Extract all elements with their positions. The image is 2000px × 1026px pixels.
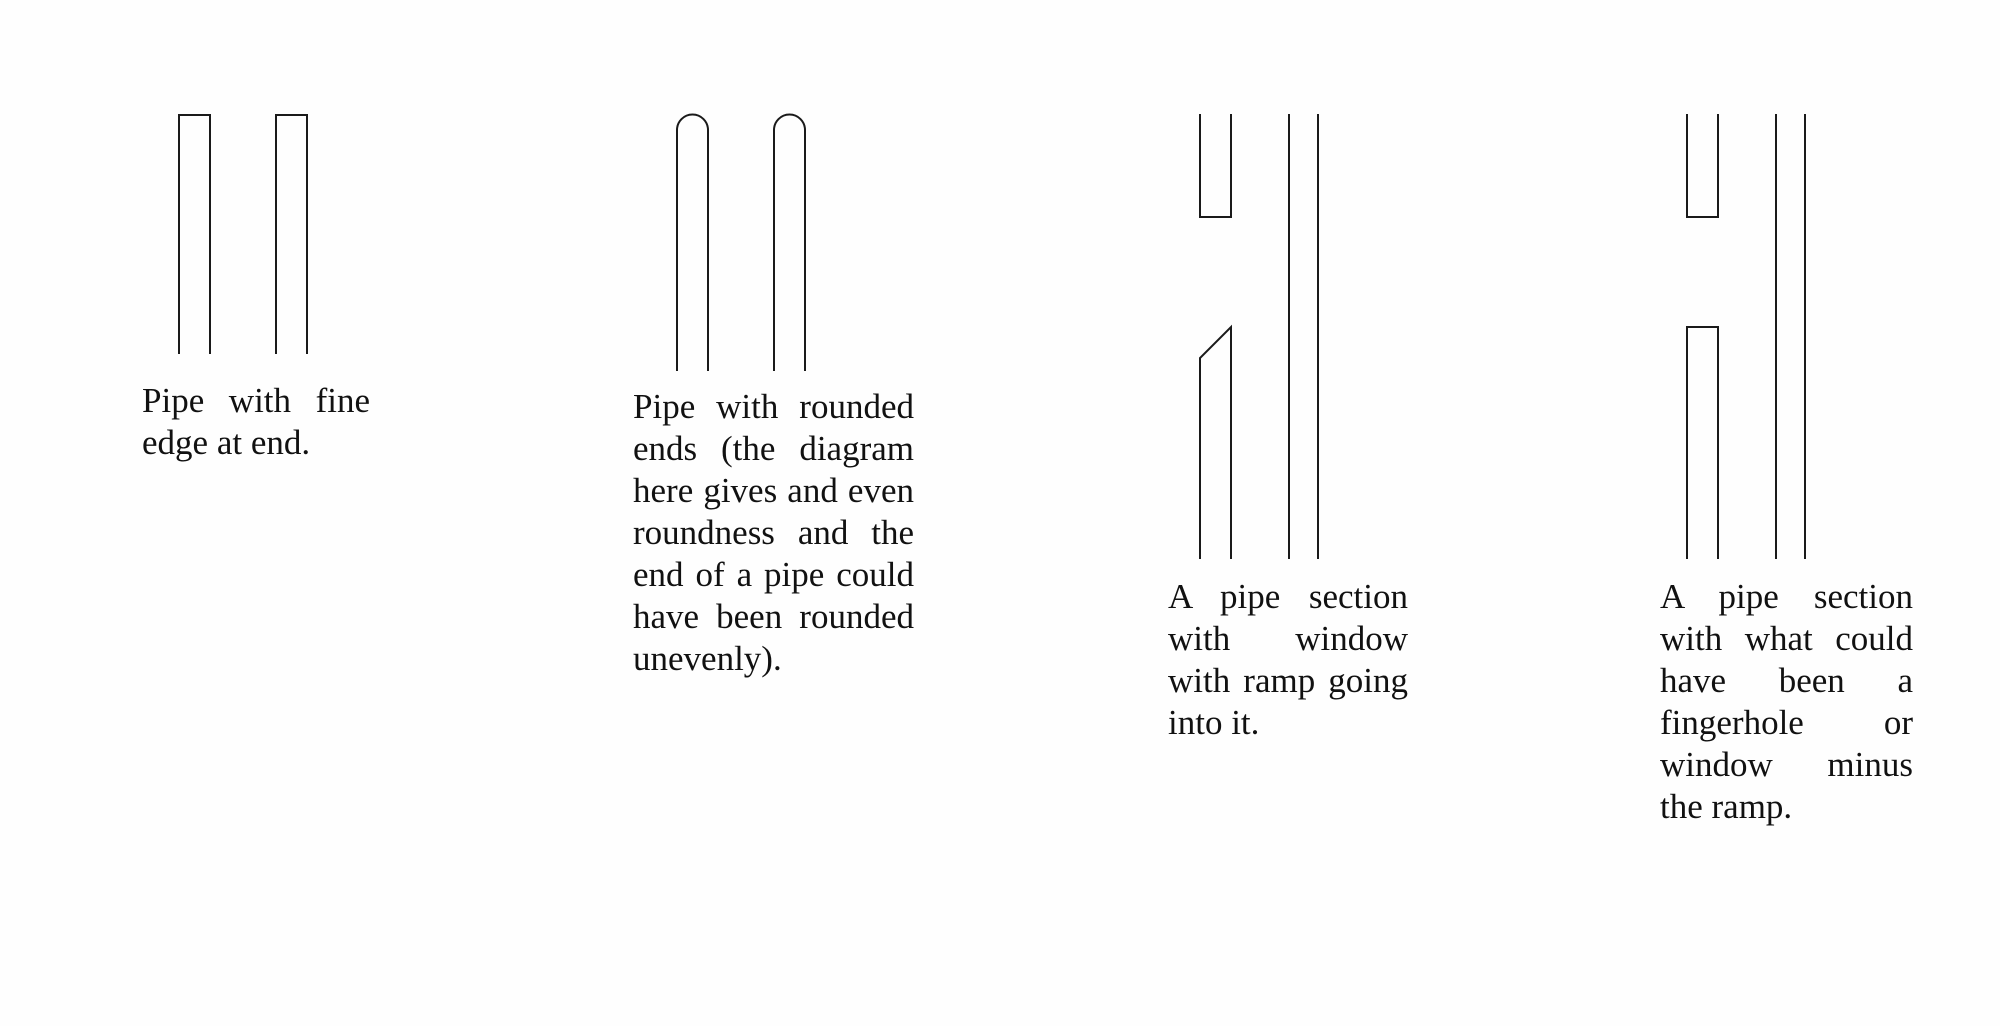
caption-window-with-ramp: A pipe section with window with ramp going into it. bbox=[1168, 577, 1408, 742]
caption-fingerhole-or-window: A pipe section with what could have been a fingerhole or window minus the ramp. bbox=[1660, 577, 1913, 826]
caption-rounded-ends-pipe: Pipe with rounded ends (the diagram here gives and even roundness and the end of a pipe could have been rounded unevenly). bbox=[633, 387, 914, 678]
lower-wall-segment bbox=[1687, 327, 1718, 558]
caption-fine-edge-pipe: Pipe with fine edge at end. bbox=[142, 381, 370, 462]
upper-wall-segment bbox=[1687, 115, 1718, 217]
